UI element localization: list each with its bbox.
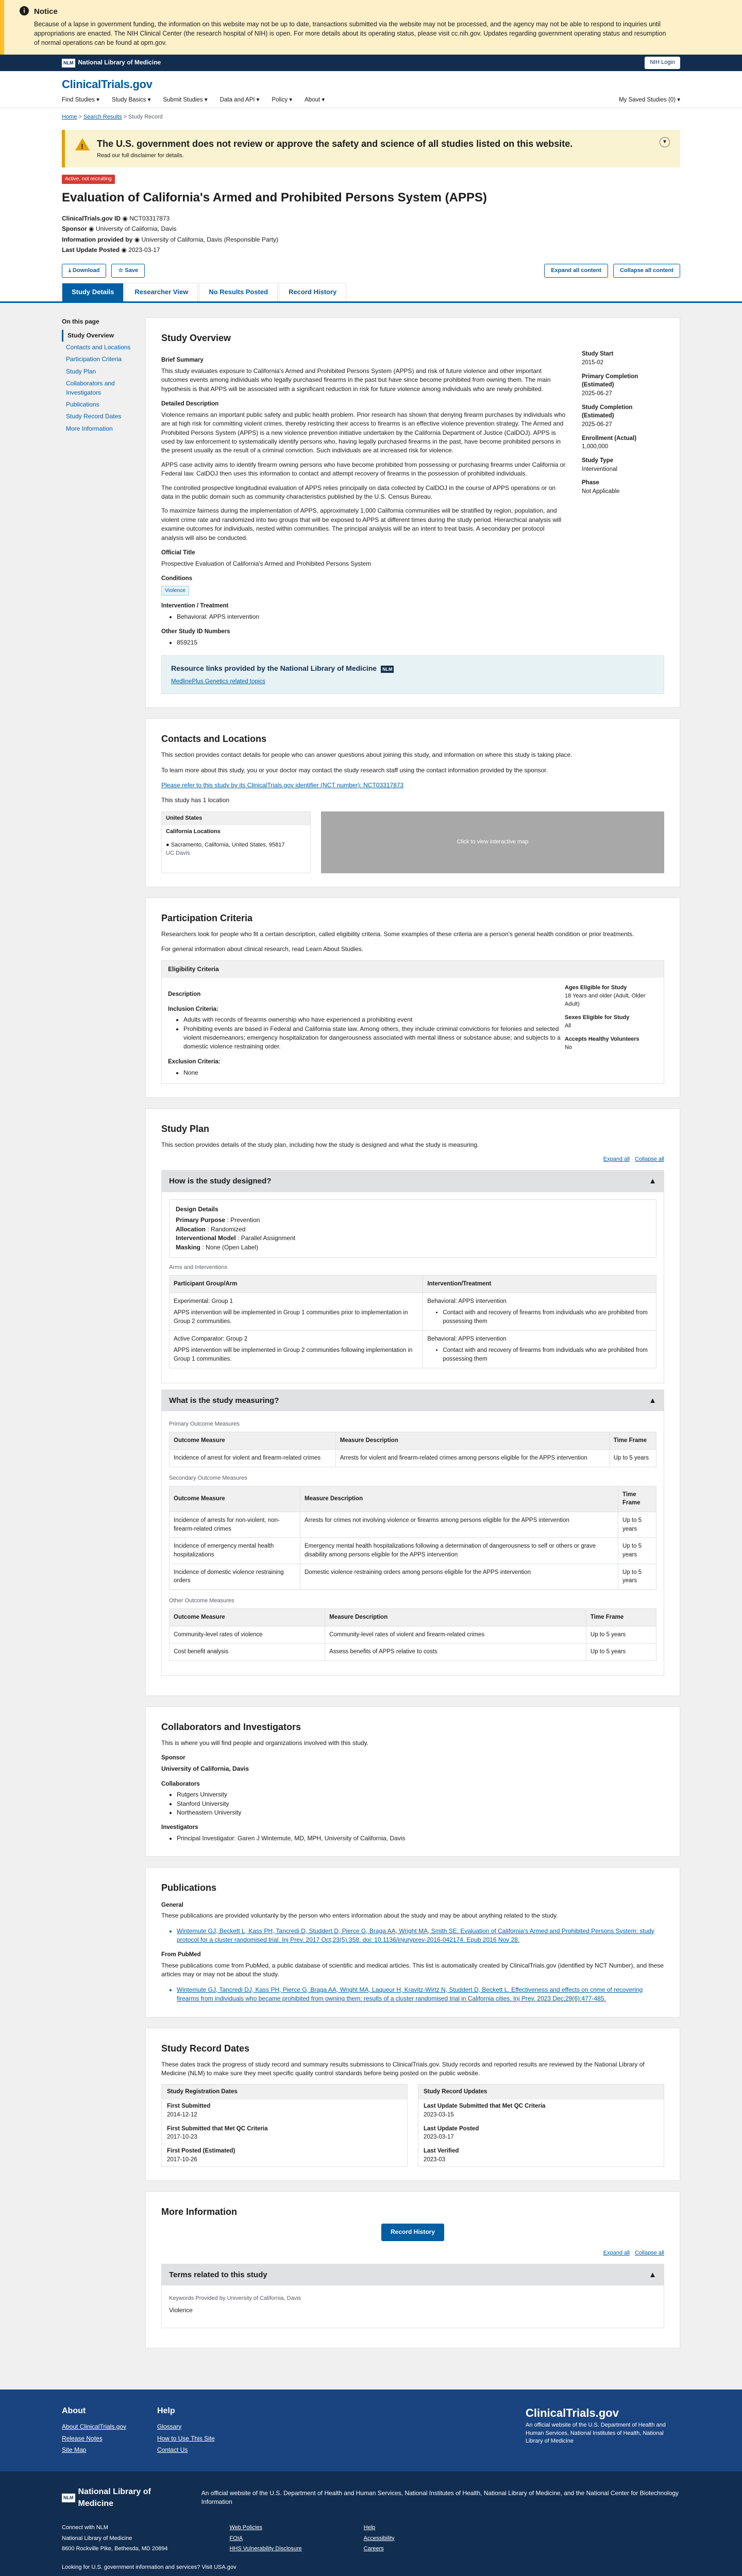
more-heading: More Information [161, 2207, 237, 2217]
contacts-desc2: To learn more about this study, you or your doctor may contact the study research staff using the contact information provided by the sponsor. [161, 766, 548, 774]
investigators-label: Investigators [161, 1824, 198, 1831]
download-button[interactable]: ⤓ Download [62, 264, 106, 278]
fact-primary-completion: Primary Completion (Estimated) 2025-06-27 [582, 373, 638, 397]
content-column [145, 317, 680, 2358]
chevron-down-icon[interactable]: ▼ [660, 137, 670, 147]
meta-sponsor: Sponsor ◉ University of California, Davis [62, 225, 177, 233]
location-count: This study has 1 location [161, 796, 230, 804]
status-badge: Active, not recruiting [62, 175, 115, 184]
arms-col-intervention: Intervention/Treatment [423, 1275, 656, 1293]
breadcrumb: Home > Search Results > Study Record [62, 113, 163, 120]
medlineplus-link[interactable]: MedlinePlus Genetics related topics [171, 679, 265, 685]
fact-study-completion: Study Completion (Estimated) 2025-06-27 [582, 404, 633, 428]
design-details: Design Details Primary Purpose : Prevention Allocation : Randomized Interventional Model : Parallel Assignment Masking : None (Open Label) [169, 1199, 656, 1258]
contacts-refer-link[interactable]: Please refer to this study by its ClinicalTrials.gov identifier (NCT number): NCT03317873 [161, 781, 404, 789]
tab-no-results[interactable]: No Results Posted [199, 283, 278, 301]
record-dates-card [145, 2028, 680, 2181]
meta-nct-id: ClinicalTrials.gov ID ◉ NCT03317873 [62, 214, 170, 222]
footer-ctg-logo[interactable]: ClinicalTrials.gov [526, 2406, 619, 2419]
keywords-label: Keywords Provided by University of California, Davis [169, 2295, 301, 2302]
action-bar [62, 264, 680, 278]
nav-find-studies[interactable]: Find Studies ▾ [62, 97, 99, 104]
breadcrumb-home[interactable]: Home [62, 113, 77, 120]
collaborator-item: • Stanford University [177, 1800, 664, 1808]
inclusion-label: Inclusion Criteria: [168, 1006, 218, 1012]
design-purpose: Primary Purpose : Prevention [176, 1216, 260, 1224]
meta-last-update: Last Update Posted ◉ 2023-03-17 [62, 246, 160, 254]
contacts-card [145, 718, 680, 887]
nav-study-basics[interactable]: Study Basics ▾ [111, 97, 151, 104]
page-sidebar [62, 317, 135, 435]
collab-heading: Collaborators and Investigators [161, 1721, 301, 1732]
footer-help-heading: Help [157, 2406, 175, 2415]
terms-accordion-header[interactable]: Terms related to this study ▲ [162, 2264, 664, 2286]
detailed-description-p1: Violence remains an important public safety and public health problem. Prior research has shown that denying firearm purchases by individuals who are at high risk for committing violent crimes, thereby restricting their access to firearms is an effective violence prevention strategy. The Armed and Prohibited Persons System (APPS) is a new violence prevention initiative undertaken by the California Department of Justice (CalDOJ). APPS is used by law enforcement to systematically identify persons who, having legally purchased firearms in the past, have become prohibited persons in the present usually as the result of a criminal conviction. Such individuals are at increased risk for violence. [161, 411, 566, 454]
dates-heading: Study Record Dates [161, 2043, 250, 2054]
detailed-description-p4: To maximize fairness during the implementation of APPS, approximately 1,000 California communities will be stratified by region, population, and violent crime rate and randomized into two groups that will be exposed to APPS at different times during the study period. Hierarchical analysis will examine outcomes for individuals, nested within communities. The principal analysis will be an intent to treat basis. A secondary per protocol analysis will also be conducted. [161, 507, 562, 541]
government-notice [0, 0, 742, 55]
nav-submit-studies[interactable]: Submit Studies ▾ [163, 97, 208, 104]
exclusion-item: • None [183, 1069, 565, 1077]
sidebar-item-more-info[interactable]: More Information [66, 425, 113, 432]
nav-data-api[interactable]: Data and API ▾ [220, 97, 260, 104]
nlm-logo-text: National Library of Medicine [78, 59, 161, 66]
other-outcomes-table: Outcome Measure Measure Description Time Frame Community-level rates of violence Community-level rates of violent and firearm-related crimes Up to 5 years Cost benefit analysis Assess benefits of APPS relative to costs Up to 5 years [169, 1608, 656, 1661]
eligibility-facts [565, 984, 657, 1077]
tab-record-history[interactable]: Record History [279, 283, 346, 301]
footer-foia[interactable]: FOIA [229, 2535, 243, 2541]
measure-accordion-header[interactable]: What is the study measuring? ▲ [162, 1390, 664, 1412]
sidebar-item-participation[interactable]: Participation Criteria [66, 355, 122, 363]
detailed-description-label: Detailed Description [161, 401, 219, 408]
pubs-heading: Publications [161, 1883, 217, 1893]
brief-summary-label: Brief Summary [161, 357, 204, 364]
disclaimer-alert [62, 130, 680, 167]
design-allocation: Allocation : Randomized [176, 1225, 246, 1233]
save-button[interactable]: ☆ Save [111, 264, 145, 278]
fact-phase: Phase Not Applicable [582, 480, 620, 495]
sidebar-item-plan[interactable]: Study Plan [66, 367, 96, 375]
collapse-all-button[interactable]: Collapse all content [613, 264, 680, 278]
detailed-description-p2: APPS case activity aims to identify firearm owning persons who have become prohibited from possessing or purchasing firearms under California or Federal law. CalDOJ then uses this information to contact and attempt recovery of firearms in the possession of prohibited individuals. [161, 461, 566, 478]
plan-desc: This section provides details of the study plan, including how the study is designed and what the study is measuring. [161, 1141, 479, 1149]
footer-about-heading: About [62, 2406, 86, 2415]
fact-study-type: Study Type Interventional [582, 457, 618, 472]
plan-collapse-all[interactable]: Collapse all [635, 1156, 664, 1163]
nlm-resource-box [161, 655, 664, 694]
footer-about-link[interactable]: About ClinicalTrials.gov [62, 2422, 126, 2430]
alert-title: The U.S. government does not review or approve the safety and science of all studies listed on this website. [97, 138, 573, 149]
arms-table [169, 1275, 656, 1368]
pubs-pubmed-label: From PubMed [161, 1952, 201, 1958]
chevron-up-icon: ▲ [649, 1177, 656, 1186]
site-header [0, 71, 742, 108]
participation-card [145, 897, 680, 1098]
collaborators-card [145, 1706, 680, 1857]
warning-icon: ! [75, 138, 90, 150]
nlm-logo[interactable] [62, 58, 161, 67]
footer-nlm-name: National Library of Medicine [62, 2535, 132, 2541]
fact-ages: Ages Eligible for Study 18 Years and older (Adult, Older Adult) [565, 984, 646, 1007]
sidebar-item-record-dates[interactable]: Study Record Dates [66, 413, 122, 420]
chevron-up-icon: ▲ [649, 1396, 656, 1405]
more-expand-all[interactable]: Expand all [603, 2249, 630, 2256]
plan-expand-all[interactable]: Expand all [603, 1156, 630, 1163]
overview-facts [582, 350, 664, 647]
intervention-label: Intervention / Treatment [161, 602, 229, 609]
resource-title: Resource links provided by the National Library of Medicine NLM [171, 663, 654, 673]
secondary-outcomes-table: Outcome Measure Measure Description Time Frame Incidence of arrests for non-violent, non-firearm-related crimes Arrests for crimes not involving violence or firearms among persons eligible for the APPS intervention Up to 5 years Incidence of emergency mental health hospitalizations Emergency mental health hospitalizations following a determination of dangerousness to self or others or grave disability among persons eligible for the APPS intervention Up to 5 years Incidence of domestic violence restraining orders Domestic violence restraining orders among persons eligible for the APPS intervention Up to 5 years [169, 1486, 656, 1590]
footer-connect: Connect with NLM [62, 2524, 108, 2531]
table-row: Incidence of arrests for non-violent, non-firearm-related crimes Arrests for crimes not involving violence or firearms among persons eligible for the APPS intervention Up to 5 years [170, 1512, 656, 1538]
publication-link[interactable]: • Wintemute GJ, Beckett L, Kass PH, Tancredi D, Studdert D, Pierce G, Braga AA, Wright MA, Smith SE. Evaluation of California's Armed and Prohibited Persons System: study protocol for a cluster randomised trial. Inj Prev. 2017 Oct;23(5):358. doi: 10.1136/injuryprev-2016-042174. Epub 2016 Nov 28. [177, 1927, 664, 1945]
footer-web-policies[interactable]: Web Policies [229, 2524, 262, 2531]
plan-heading: Study Plan [161, 1123, 210, 1134]
saved-studies-menu[interactable]: My Saved Studies (0) ▾ [619, 97, 680, 104]
table-row: Incidence of emergency mental health hospitalizations Emergency mental health hospitalizations following a determination of dangerousness to self or others or grave disability among persons eligible for the APPS intervention Up to 5 years [170, 1538, 656, 1564]
notice-text: Because of a lapse in government funding, the information on this website may not be up to date, transactions submitted via the website may not be processed, and the agency may not be able to respond to inquiries until appropriations are enacted. The NIH Clinical Center (the research hospital of NIH) is open. For more details about its operating status, please visit cc.nih.gov. Updates regarding government operating status and resumption of normal operations can be found at opm.gov. [34, 20, 666, 46]
nih-login-button[interactable]: NIH Login [645, 57, 680, 69]
keyword-item: Violence [169, 2307, 193, 2314]
participation-desc: Researchers look for people who fit a certain description, called eligibility criteria. Some examples of these criteria are a person's general health condition or prior treatments. [161, 930, 634, 938]
arms-label: Arms and Interventions [169, 1264, 228, 1271]
ctg-logo[interactable]: ClinicalTrials.gov [62, 78, 153, 91]
table-row: Cost benefit analysis Assess benefits of APPS relative to costs Up to 5 years [170, 1643, 656, 1661]
nlm-bar [0, 55, 742, 71]
footer-ctg-address: An official website of the U.S. Department of Health and Human Services, National Institutes of Health, National Library of Medicine [526, 2421, 666, 2445]
sidebar-item-contacts[interactable]: Contacts and Locations [66, 344, 131, 351]
footer-accessibility[interactable]: Accessibility [363, 2535, 395, 2541]
inclusion-item-2: • Prohibiting events are based in Federal and California state law. Among others, they include criminal convictions for felonies and selected violent misdemeanors; emergency hospitalization for dangerousness associated with mental illness or substance abuse; and subjects to a domestic violence restraining order. [183, 1025, 565, 1052]
site-footer [0, 2389, 742, 2472]
condition-chip[interactable]: Violence [161, 586, 189, 596]
more-info-card [145, 2191, 680, 2348]
location-state: California Locations [166, 828, 221, 835]
intervention-item: • Behavioral: APPS intervention [177, 613, 566, 621]
fact-sexes: Sexes Eligible for Study All [565, 1014, 630, 1029]
footer-help[interactable]: Help [363, 2524, 376, 2531]
nlm-footer [0, 2471, 742, 2576]
footer-nlm-logo[interactable]: NLM National Library of Medicine [62, 2486, 181, 2510]
elig-desc-label: Description [168, 991, 201, 997]
table-row: Incidence of domestic violence restraining orders Domestic violence restraining orders among persons eligible for the APPS intervention Up to 5 years [170, 1564, 656, 1589]
official-title: Prospective Evaluation of California's Armed and Prohibited Persons System [161, 560, 372, 567]
main-content [0, 303, 742, 2389]
secondary-outcomes-label: Secondary Outcome Measures [169, 1475, 247, 1481]
table-row: Community-level rates of violence Community-level rates of violent and firearm-related crimes Up to 5 years [170, 1626, 656, 1643]
design-accordion [161, 1170, 664, 1383]
fact-enrollment: Enrollment (Actual) 1,000,000 [582, 435, 637, 450]
fact-healthy-volunteers: Accepts Healthy Volunteers No [565, 1036, 639, 1050]
exclusion-label: Exclusion Criteria: [168, 1058, 221, 1065]
other-id-item: • 859215 [177, 638, 566, 647]
study-plan-card [145, 1108, 680, 1696]
pubs-general-label: General [161, 1902, 183, 1908]
breadcrumb-current: Study Record [128, 113, 163, 120]
interactive-map[interactable]: Click to view interactive map [321, 811, 664, 873]
brief-summary: This study evaluates exposure to California's Armed and Prohibited Persons System (APPS) and risk of future violence and other important outcomes events among individuals who legally purchased firearms in the past but have since become prohibited from owning them. The main hypothesis is that APPS will be associated with a significant reduction in risk for future violence among individuals who are newly prohibited. [161, 367, 551, 393]
terms-accordion [161, 2264, 664, 2328]
collaborator-item: • Rutgers University [177, 1790, 664, 1799]
alert-subtitle: Read our full disclaimer for details. [97, 152, 184, 159]
table-row: Experimental: Group 1 APPS intervention will be implemented in Group 1 communities prior to implementation in Group 2 communities. Behavioral: APPS intervention • Contact with and recovery of firearms from individuals who are prohibited from possessing them [170, 1293, 656, 1330]
sidebar-item-publications[interactable]: Publications [66, 401, 99, 409]
pubs-general-desc: These publications are provided voluntarily by the person who enters information about the study and may be about anything related to the study. [161, 1912, 558, 1920]
location-list [161, 811, 311, 873]
record-history-button[interactable]: Record History [381, 2224, 444, 2241]
nav-about[interactable]: About ▾ [305, 97, 325, 104]
table-row: Active Comparator: Group 2 APPS intervention will be implemented in Group 2 communities following implementation in Group 1 communities. Behavioral: APPS intervention • Contact with and recovery of firearms from individuals who are prohibited from possessing them [170, 1330, 656, 1368]
location-country: United States [162, 812, 310, 825]
study-tabs [0, 283, 742, 303]
investigator-item: • Principal Investigator: Garen J Wintemute, MD, MPH, University of California, Davis [177, 1834, 664, 1843]
tab-researcher-view[interactable]: Researcher View [125, 283, 198, 301]
tab-study-details[interactable]: Study Details [62, 283, 124, 301]
collab-desc: This is where you will find people and organizations involved with this study. [161, 1739, 368, 1747]
footer-site-map-link[interactable]: Site Map [62, 2446, 87, 2454]
study-overview-card [145, 317, 680, 708]
primary-outcomes-label: Primary Outcome Measures [169, 1421, 240, 1428]
notice-title: Notice [34, 7, 58, 16]
more-collapse-all[interactable]: Collapse all [635, 2249, 664, 2256]
breadcrumb-search-results[interactable]: Search Results [83, 113, 122, 120]
design-accordion-header[interactable]: How is the study designed? ▲ [162, 1171, 664, 1192]
footer-nlm-text: An official website of the U.S. Department of Health and Human Services, National Institutes of Health, National Library of Medicine, and the National Center for Biotechnology Information [201, 2489, 679, 2506]
nlm-logo-box: NLM [62, 59, 75, 67]
publication-link[interactable]: • Wintemute GJ, Tancredi DJ, Kass PH, Pierce G, Braga AA, Wright MA, Laqueur H, Kravitz-Wirtz N, Studdert D, Beckett L. Effectiveness and effects on crime of recovering firearms from individuals who became prohibited from owning them: results of a cluster randomised trial in California cities. Inj Prev. 2023 Dec;29(6):477-485. [177, 1986, 664, 2004]
design-masking: Masking : None (Open Label) [176, 1243, 259, 1251]
footer-address: 8600 Rockville Pike, Bethesda, MD 20894 [62, 2546, 168, 2552]
record-updates: Study Record Updates Last Update Submitted that Met QC Criteria 2023-03-15 Last Update Posted 2023-03-17 Last Verified 2023-03 [418, 2084, 664, 2167]
official-title-label: Official Title [161, 549, 195, 556]
design-model: Interventional Model : Parallel Assignment [176, 1234, 296, 1242]
footer-usa-gov[interactable]: Looking for U.S. government information and services? Visit USA.gov [62, 2564, 237, 2571]
nav-policy[interactable]: Policy ▾ [272, 97, 293, 104]
sponsor-name: University of California, Davis [161, 1765, 249, 1773]
table-row: Incidence of arrest for violent and firearm-related crimes Arrests for violent and firearm-related crimes among persons eligible for the APPS intervention Up to 5 years [170, 1450, 656, 1467]
footer-glossary-link[interactable]: Glossary [157, 2422, 182, 2430]
contacts-desc: This section provides contact details for people who can answer questions about joining this study, and information on where this study is taking place. [161, 751, 572, 759]
chevron-up-icon: ▲ [649, 2270, 656, 2279]
inclusion-item-1: • Adults with records of firearms ownership who have experienced a prohibiting event [183, 1015, 565, 1024]
footer-release-notes-link[interactable]: Release Notes [62, 2434, 103, 2442]
pubs-pubmed-desc: These publications come from PubMed, a public database of scientific and medical articles. This list is automatically created by ClinicalTrials.gov (identified by NCT Number), and these articles may or may not be about the study. [161, 1962, 664, 1978]
measure-accordion [161, 1389, 664, 1676]
collaborators-label: Collaborators [161, 1781, 200, 1787]
eligibility-heading: Eligibility Criteria [162, 961, 664, 978]
eligibility-box [161, 960, 664, 1084]
location-site: ● Sacramento, California, United States, 95817 UC Davis [166, 841, 285, 856]
study-title: Evaluation of California's Armed and Prohibited Persons System (APPS) [62, 191, 487, 205]
other-ids-label: Other Study ID Numbers [161, 629, 230, 635]
dates-desc: These dates track the progress of study record and summary results submissions to ClinicalTrials.gov. Study records and reported results are reviewed by the National Library of Medicine (NLM) to make sure they meet specific quality control standards before being posted on the public website. [161, 2060, 645, 2077]
expand-all-button[interactable]: Expand all content [544, 264, 608, 278]
footer-careers[interactable]: Careers [363, 2546, 384, 2552]
publications-card [145, 1867, 680, 2017]
footer-contact-link[interactable]: Contact Us [157, 2446, 188, 2454]
detailed-description-p3: The controlled prospective longitudinal evaluation of APPS relies principally on data collected by CalDOJ in the course of APPS operations or on data in the public domain such as community characteristics published by the U.S. Census Bureau. [161, 484, 556, 501]
overview-heading: Study Overview [161, 333, 231, 344]
contacts-heading: Contacts and Locations [161, 734, 267, 744]
conditions-label: Conditions [161, 575, 193, 582]
footer-vuln[interactable]: HHS Vulnerability Disclosure [229, 2546, 302, 2552]
sidebar-heading: On this page [62, 318, 99, 326]
fact-study-start: Study Start 2015-02 [582, 351, 614, 366]
main-nav [62, 96, 680, 105]
arms-col-group: Participant Group/Arm [170, 1275, 423, 1293]
info-icon: i [20, 6, 29, 15]
registration-dates: Study Registration Dates First Submitted 2014-12-12 First Submitted that Met QC Criteria 2017-10-23 First Posted (Estimated) 2017-10-26 [161, 2084, 408, 2167]
meta-info-provided: Information provided by ◉ University of California, Davis (Responsible Party) [62, 235, 278, 243]
participation-heading: Participation Criteria [161, 912, 253, 923]
sponsor-label: Sponsor [161, 1755, 185, 1761]
other-outcomes-label: Other Outcome Measures [169, 1598, 234, 1604]
footer-how-to-link[interactable]: How to Use This Site [157, 2434, 215, 2442]
study-meta [62, 213, 680, 256]
sidebar-item-collaborators[interactable]: Collaborators and Investigators [66, 380, 115, 396]
participation-general: For general information about clinical research, read Learn About Studies. [161, 945, 364, 953]
primary-outcomes-table: Outcome Measure Measure Description Time Frame Incidence of arrest for violent and firearm-related crimes Arrests for violent and firearm-related crimes among persons eligible for the APPS intervention Up to 5 years [169, 1432, 656, 1467]
sidebar-item-overview[interactable]: Study Overview [62, 330, 135, 342]
collaborator-item: • Northeastern University [177, 1808, 664, 1817]
